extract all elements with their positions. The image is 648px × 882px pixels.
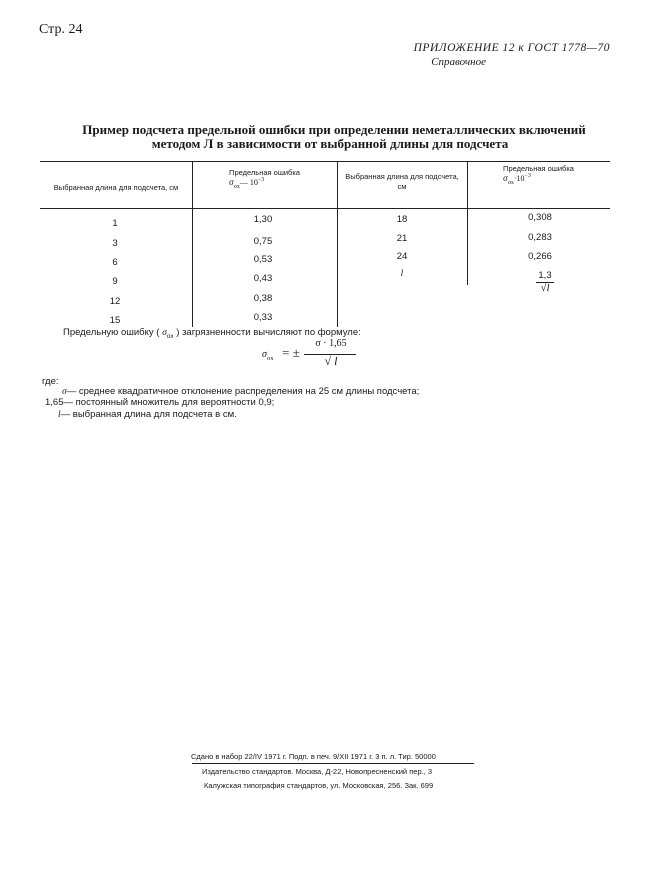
formula-intro: Предельную ошибку ( $\sigma_{ox}$ ) загрязненности вычисляют по формуле: bbox=[63, 327, 361, 340]
row4-error: 0,43 bbox=[253, 273, 273, 284]
legend-item-length: l— выбранная длина для подсчета в см. bbox=[58, 409, 237, 420]
table-title-line2: методом Л в зависимости от выбранной длины для подсчета bbox=[151, 136, 509, 151]
formula-lhs: $\sigma_{ox}$ bbox=[262, 349, 274, 362]
legend-item-sigma: σ— среднее квадратичное отклонение распределения на 25 см длины подсчета; bbox=[62, 386, 420, 397]
imprint-rule bbox=[192, 763, 474, 764]
table-header-rule bbox=[40, 208, 610, 209]
row3-length: 6 bbox=[112, 257, 118, 268]
row1-length-2: 18 bbox=[396, 214, 408, 225]
page-number: Стр. 24 bbox=[39, 22, 83, 37]
header-error-2-formula: $\sigma_{ox}\cdot 10^{-3}$ bbox=[503, 173, 531, 186]
row4-error-2-numerator: 1,3 bbox=[538, 270, 552, 281]
row3-error: 0,53 bbox=[253, 254, 273, 265]
row1-error: 1,30 bbox=[253, 214, 273, 225]
row4-error-2-denominator: √l bbox=[540, 282, 550, 294]
header-length-2: Выбранная длина для подсчета, bbox=[345, 172, 459, 181]
row5-error: 0,38 bbox=[253, 293, 273, 304]
row2-error: 0,75 bbox=[253, 236, 273, 247]
row2-error-2: 0,283 bbox=[528, 232, 552, 243]
table-divider-3 bbox=[467, 161, 468, 285]
row6-length: 15 bbox=[109, 315, 121, 326]
appendix-label: ПРИЛОЖЕНИЕ 12 к ГОСТ 1778—70 bbox=[413, 42, 610, 54]
row3-error-2: 0,266 bbox=[528, 251, 552, 262]
header-error-1: Предельная ошибка bbox=[229, 168, 300, 177]
legend-where: где: bbox=[42, 376, 59, 387]
row2-length: 3 bbox=[112, 238, 118, 249]
imprint-line2: Издательство стандартов. Москва, Д-22, Новопресненский пер., 3 bbox=[202, 767, 433, 776]
row5-length: 12 bbox=[109, 296, 121, 307]
reference-type: Справочное bbox=[431, 56, 486, 68]
row1-length: 1 bbox=[112, 218, 118, 229]
header-error-2: Предельная ошибка bbox=[503, 164, 574, 173]
header-length-1: Выбранная длина для подсчета, см bbox=[53, 183, 179, 192]
formula-equals: = ± bbox=[282, 345, 300, 360]
table-title-line1: Пример подсчета предельной ошибки при определении неметаллических включений bbox=[82, 122, 586, 137]
row6-error: 0,33 bbox=[253, 312, 273, 323]
table-top-rule bbox=[40, 161, 610, 162]
row4-length: 9 bbox=[112, 276, 118, 287]
row4-length-2: l bbox=[400, 269, 404, 279]
formula-denominator: √ l bbox=[324, 354, 338, 368]
row3-length-2: 24 bbox=[396, 251, 408, 262]
imprint-line1: Сдано в набор 22/IV 1971 г. Подп. в печ. 9/XII 1971 г. 3 п. л. Тир. 50000 bbox=[191, 752, 436, 761]
row2-length-2: 21 bbox=[396, 233, 408, 244]
imprint-line3: Калужская типография стандартов, ул. Московская, 256. Зак. 699 bbox=[204, 781, 434, 790]
header-error-1-formula: $\sigma_{ox}—$ $10^{-3}$ bbox=[229, 177, 265, 190]
legend-item-constant: 1,65— постоянный множитель для вероятности 0,9; bbox=[45, 397, 275, 408]
row1-error-2: 0,308 bbox=[528, 212, 552, 223]
formula-numerator: σ · 1,65 bbox=[315, 338, 347, 349]
header-length-2-unit: см bbox=[397, 182, 407, 191]
